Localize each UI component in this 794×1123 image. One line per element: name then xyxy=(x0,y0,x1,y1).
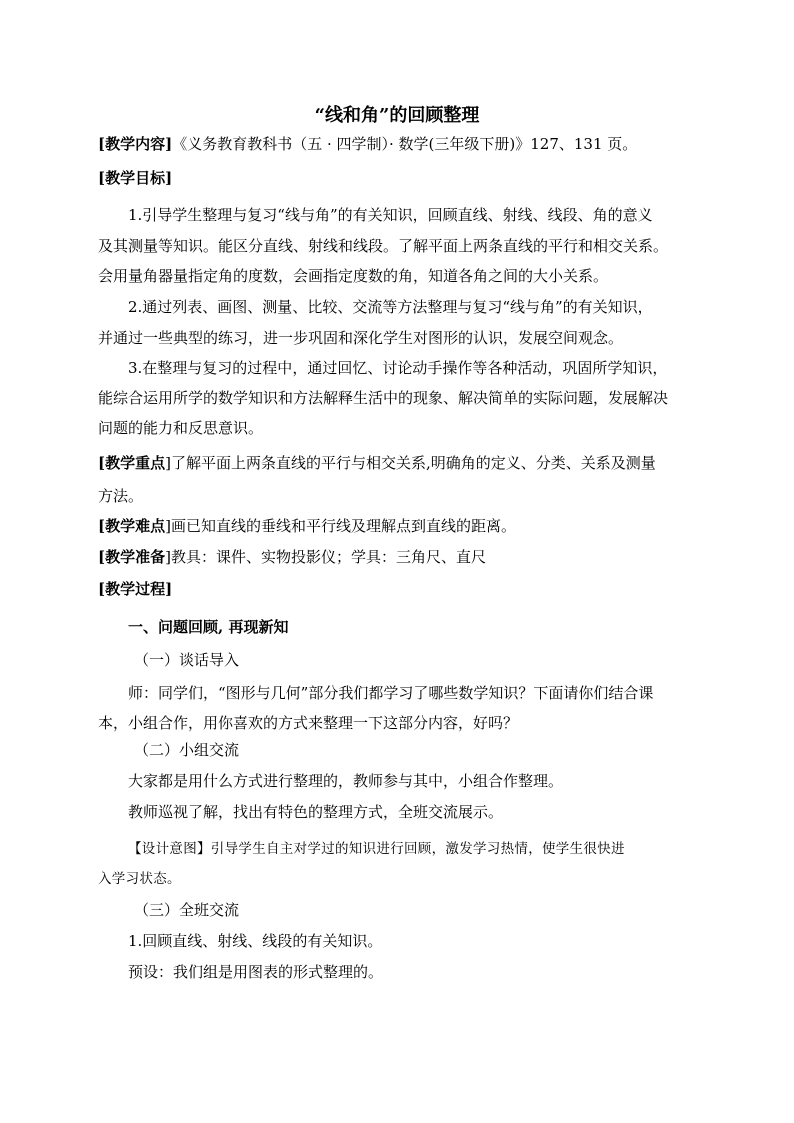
subsection-heading-3: （三）全班交流 xyxy=(134,901,240,919)
goals-label: [教学目标] xyxy=(98,169,173,187)
subsection-heading-1: （一）谈话导入 xyxy=(134,651,240,669)
key-points-label: [教学重点 xyxy=(98,454,166,472)
goal-line-8: 问题的能力和反思意识。 xyxy=(98,419,264,437)
goal-line-5: 并通过一些典型的练习，进一步巩固和深化学生对图形的认识，发展空间观念。 xyxy=(98,329,624,347)
design-intent-line-1: 【设计意图】引导学生自主对学过的知识进行回顾，激发学习热情，使学生很快进 xyxy=(128,841,625,857)
paragraph-1: 大家都是用什么方式进行整理的，教师参与其中，小组合作整理。 xyxy=(128,772,564,790)
prep-text: ]教具：课件、实物投影仪；学具：三角尺、直尺 xyxy=(165,548,486,566)
prep-line xyxy=(98,547,708,567)
design-intent-line-2: 入学习状态。 xyxy=(98,871,181,887)
prep-label: [教学准备 xyxy=(98,548,166,566)
page-title: “线和角”的回顾整理 xyxy=(314,105,480,126)
content-line xyxy=(98,134,708,154)
teacher-line-2: 本，小组合作，用你喜欢的方式来整理一下这部分内容，好吗？ xyxy=(98,714,519,732)
preset-line: 预设：我们组是用图表的形式整理的。 xyxy=(128,963,384,981)
goal-line-7: 能综合运用所学的数学知识和方法解释生活中的现象、解决简单的实际问题，发展解决 xyxy=(98,389,669,407)
item-1: 1.回顾直线、射线、线段的有关知识。 xyxy=(128,932,383,950)
difficulty-line xyxy=(98,516,708,536)
key-points-line xyxy=(98,453,708,473)
process-label: [教学过程] xyxy=(98,580,173,598)
teacher-line-1: 师：同学们，“图形与几何”部分我们都学习了哪些数学知识？下面请你们结合课 xyxy=(128,684,654,702)
content-text: 《义务教育教科书（五 · 四学制）· 数学(三年级下册)》127、131 页。 xyxy=(172,135,638,153)
key-points-text: ]了解平面上两条直线的平行与相交关系,明确角的定义、分类、关系及测量 xyxy=(165,454,656,472)
key-points-cont: 方法。 xyxy=(98,487,144,505)
goal-line-6: 3.在整理与复习的过程中，通过回忆、讨论动手操作等各种活动，巩固所学知识， xyxy=(128,359,668,377)
subsection-heading-2: （二）小组交流 xyxy=(134,741,240,759)
difficulty-label: [教学难点 xyxy=(98,517,166,535)
section-heading-1: 一、问题回顾, 再现新知 xyxy=(128,618,289,636)
goal-line-2: 及其测量等知识。能区分直线、射线和线段。了解平面上两条直线的平行和相交关系。 xyxy=(98,237,669,255)
difficulty-text: ]画已知直线的垂线和平行线及理解点到直线的距离。 xyxy=(165,517,516,535)
paragraph-2: 教师巡视了解，找出有特色的整理方式，全班交流展示。 xyxy=(128,803,504,821)
goal-line-1: 1.引导学生整理与复习“线与角”的有关知识，回顾直线、射线、线段、角的意义 xyxy=(128,206,653,224)
goal-line-3: 会用量角器量指定角的度数，会画指定度数的角，知道各角之间的大小关系。 xyxy=(98,267,609,285)
content-label: [教学内容] xyxy=(98,135,173,153)
goal-line-4: 2.通过列表、画图、测量、比较、交流等方法整理与复习“线与角”的有关知识， xyxy=(128,298,653,316)
